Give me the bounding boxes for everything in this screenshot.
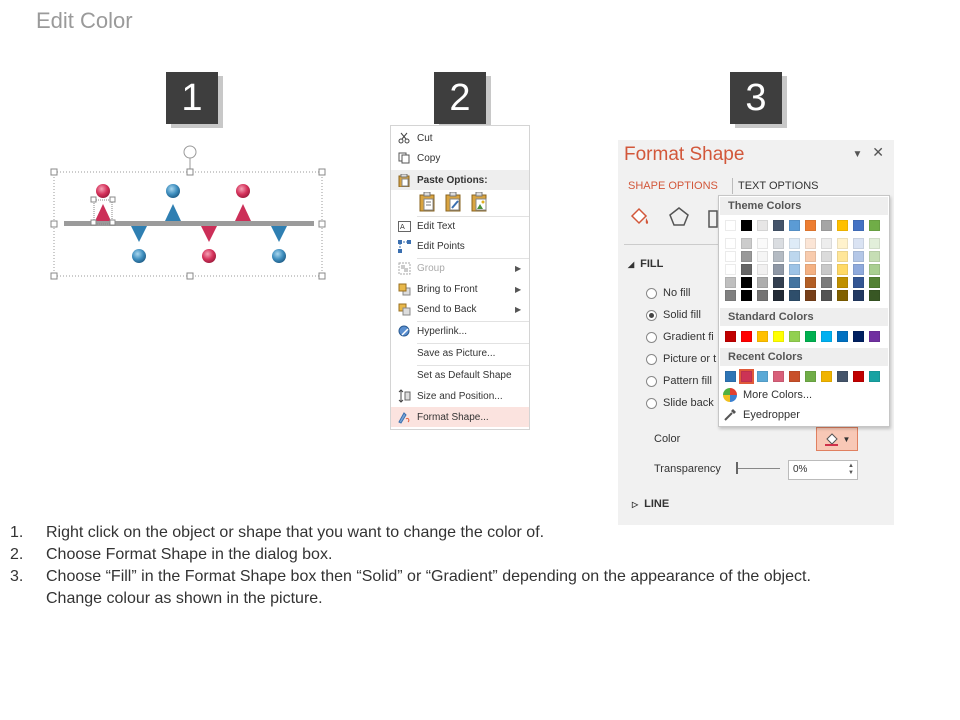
sizing-handle[interactable] [319, 169, 325, 175]
page-title: Edit Color [36, 8, 133, 33]
color-wheel-icon [723, 388, 737, 402]
recent-color-swatch[interactable] [853, 371, 864, 382]
send-back-icon [391, 303, 417, 316]
theme-color-swatch[interactable] [869, 220, 880, 231]
close-icon[interactable]: ✕ [872, 144, 884, 160]
hyperlink-icon [391, 325, 417, 338]
recent-color-swatch[interactable] [789, 371, 800, 382]
standard-color-swatch[interactable] [741, 331, 752, 342]
theme-shade-swatch[interactable] [805, 264, 816, 275]
theme-shade-swatch[interactable] [789, 238, 800, 249]
standard-color-swatch[interactable] [773, 331, 784, 342]
instruction-item: 3. Choose “Fill” in the Format Shape box then “Solid” or “Gradient” depending on the appearance of the object. [10, 568, 811, 585]
line-section-header[interactable]: ▷ LINE [632, 498, 670, 510]
context-menu [390, 125, 530, 430]
marker-pin [165, 204, 181, 221]
menu-item-label: Size and Position... [417, 390, 503, 402]
theme-shade-swatch[interactable] [757, 277, 768, 288]
paste-picture-icon[interactable] [471, 192, 489, 215]
theme-shade-swatch[interactable] [869, 277, 880, 288]
bring-front-icon [391, 283, 417, 296]
standard-color-swatch[interactable] [757, 331, 768, 342]
theme-color-swatch[interactable] [805, 220, 816, 231]
pane-controls [852, 144, 884, 161]
standard-color-swatch[interactable] [805, 331, 816, 342]
menu-item-bring-to-front[interactable] [391, 279, 529, 299]
color-label: Color [654, 433, 681, 445]
standard-color-swatch[interactable] [821, 331, 832, 342]
sizing-handle[interactable] [319, 221, 325, 227]
size-position-icon [391, 389, 417, 403]
sizing-handle[interactable] [51, 221, 57, 227]
step-badge-3: 3 [730, 72, 782, 124]
marker-pin [236, 184, 250, 198]
theme-shade-swatch[interactable] [837, 264, 848, 275]
theme-shade-swatch[interactable] [741, 290, 752, 301]
theme-color-swatch[interactable] [725, 220, 736, 231]
menu-item-label: Format Shape... [417, 411, 489, 423]
selected-timeline-shape[interactable] [44, 140, 334, 285]
theme-color-swatch[interactable] [789, 220, 800, 231]
menu-item-label: Copy [417, 152, 441, 164]
menu-item-edit-points[interactable] [391, 236, 529, 256]
chevron-down-icon: ▼ [842, 434, 851, 444]
theme-shade-swatch[interactable] [805, 290, 816, 301]
theme-shade-swatch[interactable] [757, 251, 768, 262]
theme-shade-swatch[interactable] [869, 238, 880, 249]
svg-text:A: A [399, 222, 405, 231]
marker-pin [131, 226, 147, 242]
menu-item-copy[interactable] [391, 148, 529, 168]
effects-icon[interactable] [668, 206, 690, 233]
theme-color-swatch[interactable] [757, 220, 768, 231]
marker-pin [96, 184, 110, 198]
transparency-slider-handle[interactable] [736, 462, 738, 474]
sizing-handle[interactable] [187, 273, 193, 279]
theme-shade-swatch[interactable] [757, 264, 768, 275]
edit-text-icon [391, 221, 417, 232]
eyedropper-icon [723, 408, 737, 422]
theme-shade-swatch[interactable] [853, 251, 864, 262]
radio-picture-fill[interactable]: Picture or t [646, 353, 716, 365]
tab-shape-options[interactable]: SHAPE OPTIONS [628, 180, 718, 192]
submenu-arrow-icon: ▶ [515, 263, 522, 273]
menu-item-format-shape[interactable] [391, 407, 529, 427]
clipboard-icon [391, 174, 417, 187]
marker-pin [132, 249, 146, 263]
menu-item-label: Send to Back [417, 303, 477, 315]
radio-slide-background-fill[interactable]: Slide back [646, 397, 714, 409]
theme-shade-swatch[interactable] [869, 264, 880, 275]
menu-item-hyperlink[interactable] [391, 321, 529, 341]
menu-item-cut[interactable] [391, 128, 529, 148]
theme-shade-swatch[interactable] [805, 238, 816, 249]
paste-use-theme-icon[interactable] [445, 192, 463, 215]
standard-color-swatch[interactable] [837, 331, 848, 342]
theme-shade-swatch[interactable] [821, 290, 832, 301]
transparency-input[interactable]: 0% ▲ ▼ [788, 460, 858, 480]
submenu-arrow-icon: ▶ [515, 304, 522, 314]
recent-color-swatch[interactable] [837, 371, 848, 382]
theme-shade-swatch[interactable] [725, 290, 736, 301]
radio-pattern-fill[interactable]: Pattern fill [646, 375, 712, 387]
menu-item-size-position[interactable] [391, 386, 529, 406]
theme-shade-swatch[interactable] [821, 277, 832, 288]
theme-shade-swatch[interactable] [757, 238, 768, 249]
edit-points-icon [391, 240, 417, 253]
theme-shade-swatch[interactable] [741, 277, 752, 288]
theme-shade-swatch[interactable] [757, 290, 768, 301]
theme-shade-swatch[interactable] [869, 290, 880, 301]
theme-color-swatch[interactable] [821, 220, 832, 231]
step-badge-2: 2 [434, 72, 486, 124]
theme-shade-swatch[interactable] [773, 238, 784, 249]
theme-shade-swatch[interactable] [837, 277, 848, 288]
menu-item-label: Bring to Front [417, 283, 478, 295]
theme-color-swatch[interactable] [853, 220, 864, 231]
menu-item-save-as-picture[interactable] [391, 343, 529, 363]
size-properties-icon[interactable] [708, 210, 718, 233]
menu-item-label: Cut [417, 132, 433, 144]
sizing-handle[interactable] [187, 169, 193, 175]
theme-shade-swatch[interactable] [741, 264, 752, 275]
theme-shade-swatch[interactable] [789, 290, 800, 301]
theme-shade-swatch[interactable] [821, 238, 832, 249]
theme-color-swatch[interactable] [741, 220, 752, 231]
fill-line-icon[interactable] [628, 206, 652, 233]
theme-shade-swatch[interactable] [805, 277, 816, 288]
theme-shade-swatch[interactable] [725, 238, 736, 249]
format-shape-title: Format Shape [624, 144, 745, 165]
menu-item-label: Hyperlink... [417, 325, 468, 337]
recent-color-swatch[interactable] [741, 371, 752, 382]
standard-color-swatch[interactable] [789, 331, 800, 342]
theme-shade-swatch[interactable] [789, 251, 800, 262]
theme-shade-swatch[interactable] [853, 238, 864, 249]
scissors-icon [391, 132, 417, 144]
theme-shade-swatch[interactable] [773, 264, 784, 275]
menu-item-label: Set as Default Shape [417, 369, 512, 381]
standard-colors-header: Standard Colors [720, 308, 888, 326]
menu-item-send-to-back[interactable] [391, 299, 529, 319]
collapse-icon: ◢ [628, 260, 635, 269]
paste-options-header: Paste Options: [391, 170, 529, 190]
radio-no-fill[interactable]: No fill [646, 287, 691, 299]
marker-pin [271, 226, 287, 242]
theme-shade-swatch[interactable] [805, 251, 816, 262]
marker-pin [201, 226, 217, 242]
theme-shade-swatch[interactable] [741, 251, 752, 262]
fill-color-button[interactable] [816, 427, 858, 451]
recent-color-swatch[interactable] [725, 371, 736, 382]
marker-pin [95, 204, 111, 221]
sizing-handle[interactable] [51, 273, 57, 279]
theme-shade-swatch[interactable] [853, 277, 864, 288]
transparency-label: Transparency [654, 463, 721, 475]
paste-keep-format-icon[interactable] [419, 192, 437, 215]
theme-shade-swatch[interactable] [789, 277, 800, 288]
instruction-item: Change colour as shown in the picture. [46, 590, 323, 607]
menu-item-label: Group [417, 262, 445, 274]
submenu-arrow-icon: ▶ [515, 284, 522, 294]
more-colors-item[interactable]: More Colors... [723, 388, 812, 402]
marker-pin [235, 204, 251, 221]
menu-item-group [391, 258, 529, 278]
timeline-graphic [44, 140, 334, 285]
marker-pin [202, 249, 216, 263]
radio-solid-fill[interactable]: Solid fill [646, 309, 701, 321]
theme-shade-swatch[interactable] [773, 290, 784, 301]
theme-shade-swatch[interactable] [821, 251, 832, 262]
group-icon [391, 262, 417, 275]
theme-shade-swatch[interactable] [853, 290, 864, 301]
recent-color-swatch[interactable] [869, 371, 880, 382]
theme-shade-swatch[interactable] [853, 264, 864, 275]
instruction-item: 2. Choose Format Shape in the dialog box. [10, 546, 333, 563]
rotate-handle[interactable] [184, 146, 196, 158]
expand-icon: ▷ [632, 500, 639, 509]
recent-color-swatch[interactable] [805, 371, 816, 382]
theme-shade-swatch[interactable] [773, 277, 784, 288]
standard-color-swatch[interactable] [725, 331, 736, 342]
marker-pin [166, 184, 180, 198]
theme-shade-swatch[interactable] [773, 251, 784, 262]
recent-color-swatch[interactable] [821, 371, 832, 382]
marker-pin [272, 249, 286, 263]
instruction-item: 1. Right click on the object or shape that you want to change the color of. [10, 524, 545, 541]
standard-color-swatch[interactable] [853, 331, 864, 342]
recent-colors-header: Recent Colors [720, 348, 888, 366]
theme-shade-swatch[interactable] [741, 238, 752, 249]
eyedropper-item[interactable]: Eyedropper [723, 408, 800, 422]
theme-color-swatch[interactable] [837, 220, 848, 231]
sizing-handle[interactable] [319, 273, 325, 279]
sizing-handle[interactable] [51, 169, 57, 175]
theme-color-swatch[interactable] [773, 220, 784, 231]
theme-shade-swatch[interactable] [821, 264, 832, 275]
theme-shade-swatch[interactable] [837, 290, 848, 301]
step-badge-1: 1 [166, 72, 218, 124]
theme-shade-swatch[interactable] [789, 264, 800, 275]
copy-icon [391, 152, 417, 164]
theme-shade-swatch[interactable] [837, 238, 848, 249]
format-shape-icon [391, 411, 417, 424]
recent-color-swatch[interactable] [773, 371, 784, 382]
fill-section-header[interactable]: ◢ FILL [628, 258, 664, 270]
transparency-slider[interactable] [738, 468, 780, 469]
menu-item-label: Edit Points [417, 240, 465, 252]
paint-bucket-icon [824, 432, 840, 446]
menu-item-label: Save as Picture... [417, 347, 496, 359]
recent-color-swatch[interactable] [757, 371, 768, 382]
theme-shade-swatch[interactable] [725, 264, 736, 275]
theme-shade-swatch[interactable] [837, 251, 848, 262]
instructions-list [10, 522, 950, 610]
paste-option-buttons [419, 192, 489, 215]
theme-shade-swatch[interactable] [869, 251, 880, 262]
menu-item-set-default-shape[interactable] [391, 365, 529, 385]
tab-text-options[interactable]: TEXT OPTIONS [738, 180, 819, 192]
standard-color-swatch[interactable] [869, 331, 880, 342]
menu-item-edit-text[interactable] [391, 216, 529, 236]
theme-shade-swatch[interactable] [725, 251, 736, 262]
theme-shade-swatch[interactable] [725, 277, 736, 288]
menu-item-label: Edit Text [417, 220, 456, 232]
spinner-icon: ▲ ▼ [848, 463, 854, 476]
color-picker-dropdown [718, 195, 890, 427]
radio-gradient-fill[interactable]: Gradient fi [646, 331, 714, 343]
pane-options-icon[interactable]: ▼ [852, 149, 863, 160]
theme-colors-header: Theme Colors [720, 197, 888, 215]
